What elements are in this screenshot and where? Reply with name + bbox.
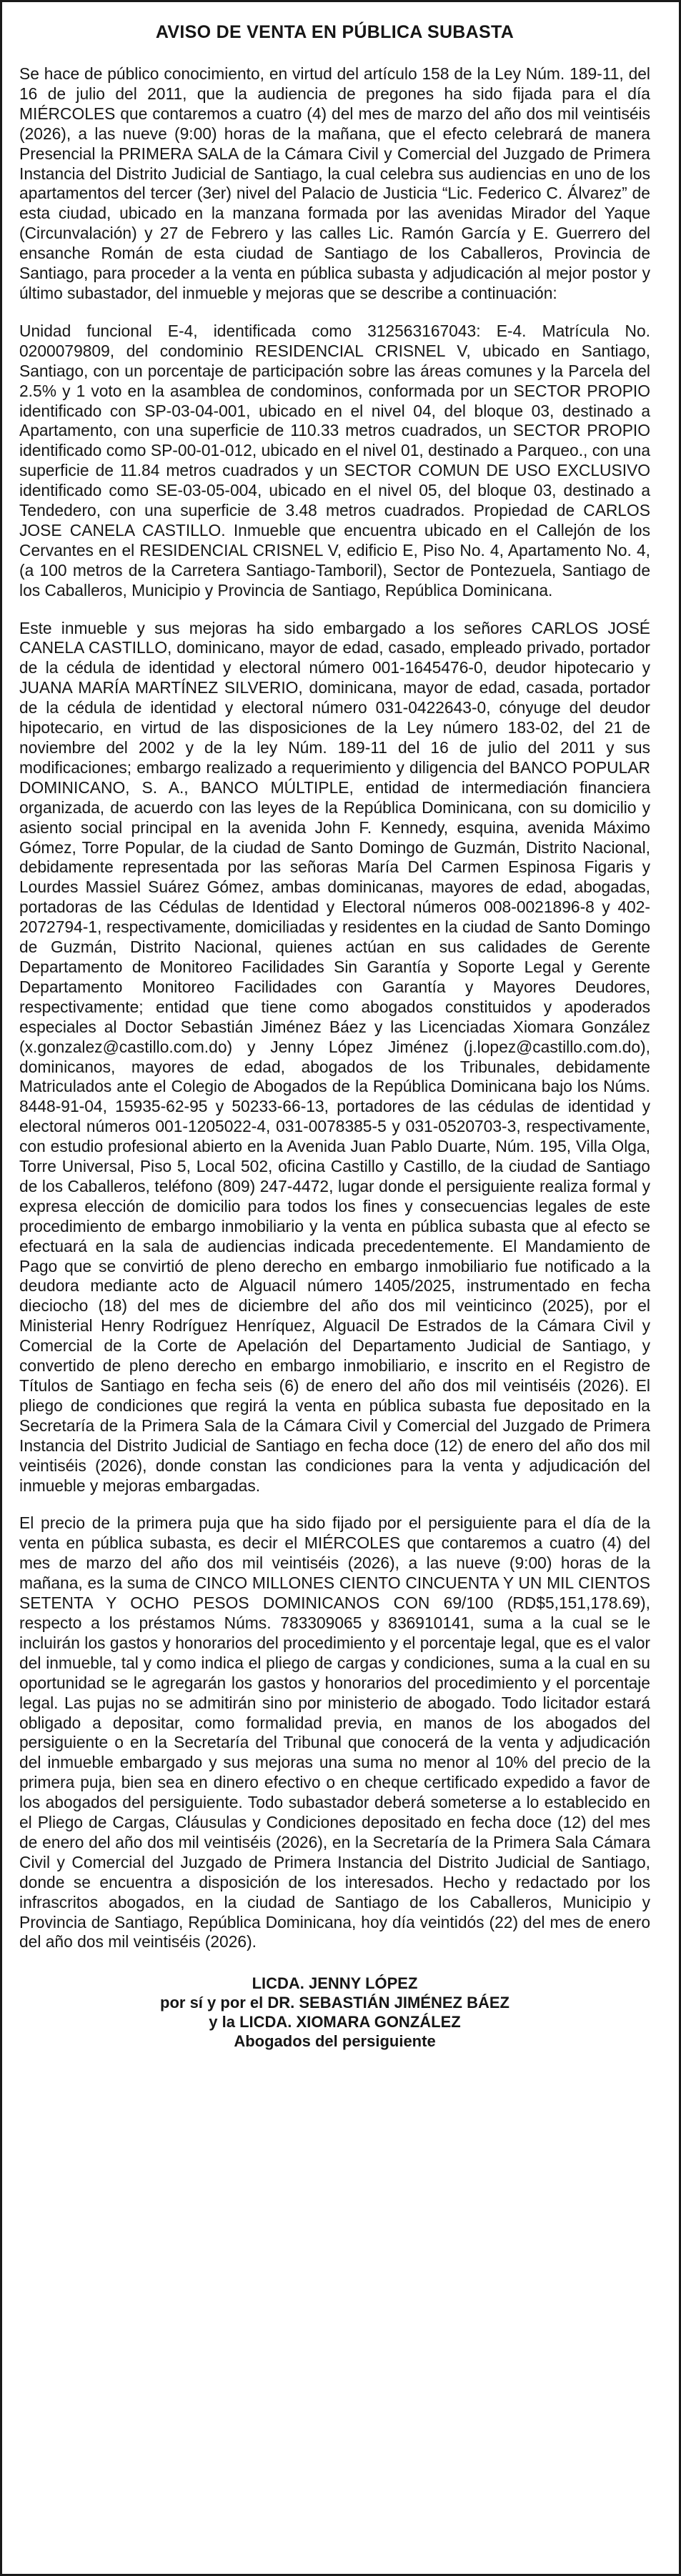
paragraph-seizure: Este inmueble y sus mejoras ha sido embargado a los señores CARLOS JOSÉ CANELA CASTILLO, dominicano, mayor de edad, casado, empleado privado, portador de la cédula de identidad y electoral número 001-1645476-0, deudor hipotecario y JUANA MARÍA MARTÍNEZ SILVERIO, dominicana, mayor de edad, casada, portador de la cédula de identidad y electoral número 031-0422643-0, cónyuge del deudor hipotecario, en virtud de las disposiciones de la Ley número 183-02, del 21 de noviembre del 2002 y de la ley Núm. 189-11 del 16 de julio del 2011 y sus modificaciones; embargo realizado a requerimiento y diligencia del BANCO POPULAR DOMINICANO, S. A., BANCO MÚLTIPLE, entidad de intermediación financiera organizada, de acuerdo con las leyes de la República Dominicana, con su domicilio y asiento social principal en la avenida John F. Kennedy, esquina, avenida Máximo Gómez, Torre Popular, de la ciudad de Santo Domingo de Guzmán, Distrito Nacional, debidamente representada por las señoras María Del Carmen Espinosa Figaris y Lourdes Massiel Suárez Gómez, ambas dominicanas, mayores de edad, abogadas, portadoras de las Cédulas de Identidad y Electoral números 008-0021896-8 y 402-2072794-1, respectivamente, domiciliadas y residentes en la ciudad de Santo Domingo de Guzmán, Distrito Nacional, quienes actúan en sus calidades de Gerente Departamento de Monitoreo Facilidades Sin Garantía y Soporte Legal y Gerente Departamento Monitoreo Facilidades con Garantía y Mayores Deudores, respectivamente; entidad que tiene como abogados constituidos y apoderados especiales al Doctor Sebastián Jiménez Báez y las Licenciadas Xiomara González (x.gonzalez@castillo.com.do) y Jenny López Jiménez (j.lopez@castillo.com.do), dominicanos, mayores de edad, abogados de los Tribunales, debidamente Matriculados ante el Colegio de Abogados de la República Dominicana bajo los Núms. 8448-91-04, 15935-62-95 y 50233-66-13, portadores de las cédulas de identidad y electoral números 001-1205022-4, 031-0078385-5 y 031-0520703-3, respectivamente, con estudio profesional abierto en la Avenida Juan Pablo Duarte, Núm. 195, Villa Olga, Torre Universal, Piso 5, Local 502, oficina Castillo y Castillo, de la ciudad de Santiago de los Caballeros, teléfono (809) 247-4472, lugar donde el persiguiente realiza formal y expresa elección de domicilio para todos los fines y consecuencias legales de este procedimiento de embargo inmobiliario y la venta en pública subasta que al efecto se efectuará en la sala de audiencias indicada precedentemente. El Mandamiento de Pago que se convirtió de pleno derecho en embargo inmobiliario fue notificado a la deudora mediante acto de Alguacil número 1405/2025, instrumentado en fecha dieciocho (18) del mes de diciembre del año dos mil veinticinco (2025), por el Ministerial Henry Rodríguez Henríquez, Alguacil De Estrados de la Cámara Civil y Comercial de la Corte de Apelación del Departamento Judicial de Santiago, y convertido de pleno derecho en embargo inmobiliario, e inscrito en el Registro de Títulos de Santiago en fecha seis (6) de enero del año dos mil veintiséis (2026). El pliego de condiciones que regirá la venta en pública subasta fue depositado en la Secretaría de la Primera Sala de la Cámara Civil y Comercial del Juzgado de Primera Instancia del Distrito Judicial de Santiago en fecha doce (12) de enero del año dos mil veintiséis (2026), donde constan las condiciones para la venta y adjudicación del inmueble y mejoras embargadas. [19, 618, 650, 1495]
notice-title: AVISO DE VENTA EN PÚBLICA SUBASTA [155, 22, 515, 42]
signature-line: y la LICDA. XIOMARA GONZÁLEZ [209, 2013, 461, 2032]
signature-block [19, 1974, 650, 2051]
signature-line: LICDA. JENNY LÓPEZ [252, 1974, 418, 1993]
paragraph-property: Unidad funcional E-4, identificada como 312563167043: E-4. Matrícula No. 0200079809, del condominio RESIDENCIAL CRISNEL V, ubicado en Santiago, Santiago, con un porcentaje de participación sobre las áreas comunes y la Parcela del 2.5% y 1 voto en la asamblea de condominos, conformada por un SECTOR PROPIO identificado con SP-03-04-001, ubicado en el nivel 04, del bloque 03, destinado a Apartamento, con una superficie de 110.33 metros cuadrados, un SECTOR PROPIO identificado como SP-00-01-012, ubicado en el nivel 01, destinado a Parqueo., con una superficie de 11.84 metros cuadrados y un SECTOR COMUN DE USO EXCLUSIVO identificado como SE-03-05-004, ubicado en el nivel 05, del bloque 03, destinado a Tendedero, con una superficie de 3.48 metros cuadrados. Propiedad de CARLOS JOSE CANELA CASTILLO. Inmueble que encuentra ubicado en el Callejón de los Cervantes en el RESIDENCIAL CRISNEL V, edificio E, Piso No. 4, Apartamento No. 4, (a 100 metros de la Carretera Santiago-Tamboril), Sector de Pontezuela, Santiago de los Caballeros, Municipio y Provincia de Santiago, República Dominicana. [19, 321, 650, 600]
signature-line: Abogados del persiguiente [234, 2032, 436, 2051]
paragraph-hearing: Se hace de público conocimiento, en virtud del artículo 158 de la Ley Núm. 189-11, del 16 de julio del 2011, que la audiencia de pregones ha sido fijada para el día MIÉRCOLES que contaremos a cuatro (4) del mes de marzo del año dos mil veintiséis (2026), a las nueve (9:00) horas de la mañana, que el efecto celebrará de manera Presencial la PRIMERA SALA de la Cámara Civil y Comercial del Juzgado de Primera Instancia del Distrito Judicial de Santiago, la cual celebra sus audiencias en uno de los apartamentos del tercer (3er) nivel del Palacio de Justicia “Lic. Federico C. Álvarez” de esta ciudad, ubicado en la manzana formada por las avenidas Mirador del Yaque (Circunvalación) y 27 de Febrero y las calles Lic. Ramón García y E. Guerrero del ensanche Román de esta ciudad de Santiago de los Caballeros, Provincia de Santiago, para proceder a la venta en pública subasta y adjudicación al mejor postor y último subastador, del inmueble y mejoras que se describe a continuación: [19, 64, 650, 302]
signature-line: por sí y por el DR. SEBASTIÁN JIMÉNEZ BÁEZ [160, 1994, 509, 2012]
paragraph-price: El precio de la primera puja que ha sido fijado por el persiguiente para el día de la venta en pública subasta, es decir el MIÉRCOLES que contaremos a cuatro (4) del mes de marzo del año dos mil veintiséis (2026), a las nueve (9:00) horas de la mañana, es la suma de CINCO MILLONES CIENTO CINCUENTA Y UN MIL CIENTOS SETENTA Y OCHO PESOS DOMINICANOS CON 69/100 (RD$5,151,178.69), respecto a los préstamos Núms. 783309065 y 836910141, suma a la cual se le incluirán los gastos y honorarios del procedimiento y el porcentaje legal, que es el valor del inmueble, tal y como indica el pliego de cargas y condiciones, suma a la cual en su oportunidad se le agregarán los gastos y honorarios del procedimiento y el porcentaje legal. Las pujas no se admitirán sino por ministerio de abogado. Todo licitador estará obligado a depositar, como formalidad previa, en manos de los abogados del persiguiente o en la Secretaría del Tribunal que conocerá de la venta y adjudicación del inmueble embargado y sus mejoras una suma no menor al 10% del precio de la primera puja, bien sea en dinero efectivo o en cheque certificado expedido a favor de los abogados del persiguiente. Todo subastador deberá someterse a lo establecido en el Pliego de Cargas, Cláusulas y Condiciones depositado en fecha doce (12) del mes de enero del año dos mil veintiséis (2026), en la Secretaría de la Primera Sala Cámara Civil y Comercial del Juzgado de Primera Instancia del Distrito Judicial de Santiago, donde se encuentra a disposición de los interesados. Hecho y redactado por los infrascritos abogados, en la ciudad de Santiago de los Caballeros, Municipio y Provincia de Santiago, República Dominicana, hoy día veintidós (22) del mes de enero del año dos mil veintiséis (2026). [19, 1513, 650, 1951]
